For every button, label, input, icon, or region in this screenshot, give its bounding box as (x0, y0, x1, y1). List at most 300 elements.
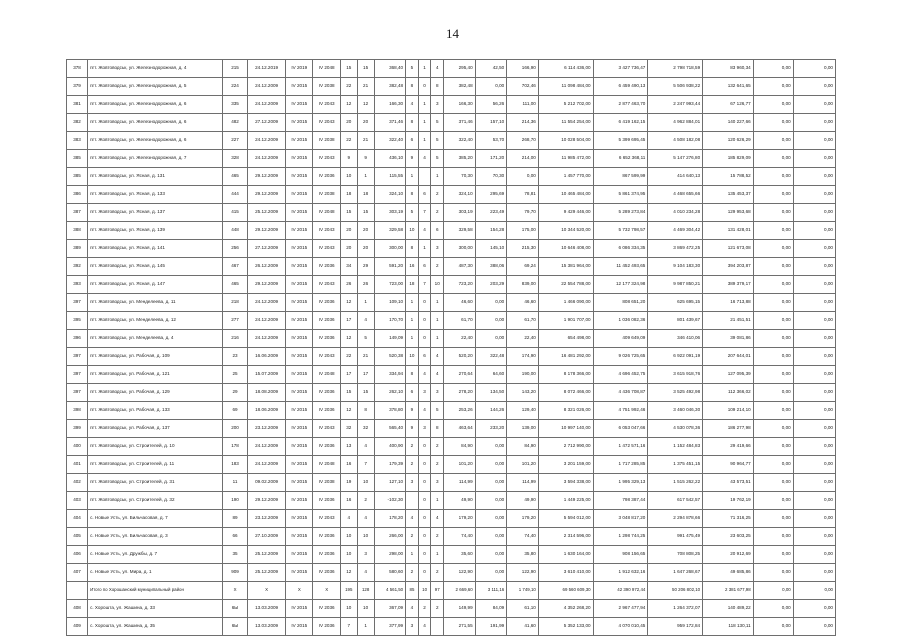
cell-c11: 3 (418, 384, 431, 402)
cell-c8: 4 (357, 438, 374, 456)
cell-cost-total: 10 465 484,00 (538, 186, 593, 204)
cell-c20: 0,00 (753, 258, 793, 276)
cell-c11: 3 (418, 420, 431, 438)
cell-c11: 1 (418, 96, 431, 114)
cell-start-period: IV 2015 (286, 240, 313, 258)
cell-cost-total: 654 498,00 (538, 330, 593, 348)
cell-c12: 2 (431, 564, 444, 582)
cell-total-area: 436,10 (374, 150, 406, 168)
cell-cost-a: 5 399 695,45 (593, 132, 648, 150)
cell-address: пгт. Жовтоводськ, ул. Ясная, д. 147 (88, 276, 223, 294)
cell-c11: 0 (418, 294, 431, 312)
cell-cost-total: 2 712 990,00 (538, 438, 593, 456)
cell-cost-total: 4 352 268,20 (538, 600, 593, 618)
cell-address: пгт. Жовтоводськ, ул. Ясная, д. 133 (88, 186, 223, 204)
cell-start-period: IV 2015 (286, 402, 313, 420)
cell-doc-number: 200 (222, 420, 247, 438)
cell-c11: 6 (418, 348, 431, 366)
cell-c12: 2 (431, 204, 444, 222)
cell-c10: 1 (406, 294, 419, 312)
cell-cost-c: 15 788,52 (703, 168, 754, 186)
cell-doc-number: 6Ы (222, 618, 247, 636)
table-row (67, 96, 836, 114)
table-row (67, 528, 836, 546)
cell-c10: 2 (406, 438, 419, 456)
table-row (67, 204, 836, 222)
cell-cost-b: 3 615 918,76 (648, 366, 703, 384)
cell-row-number (67, 582, 88, 600)
table-row (67, 258, 836, 276)
cell-doc-number: 277 (222, 312, 247, 330)
cell-total-area: 149,09 (374, 330, 406, 348)
cell-c11: 7 (418, 204, 431, 222)
cell-c12: 2 (431, 600, 444, 618)
cell-c21: 0,00 (793, 186, 835, 204)
cell-cost-total: 11 554 254,00 (538, 114, 593, 132)
cell-c8: 1 (357, 294, 374, 312)
cell-row-number: 403 (67, 492, 88, 510)
cell-cost-b: 4 010 234,28 (648, 204, 703, 222)
cell-c12: 4 (431, 366, 444, 384)
cell-start-period: IV 2015 (286, 384, 313, 402)
cell-c10: 9 (406, 420, 419, 438)
cell-end-period: X (313, 582, 340, 600)
cell-doc-number: 482 (222, 114, 247, 132)
cell-end-period: IV 2043 (313, 222, 340, 240)
table-row (67, 168, 836, 186)
cell-c10: 9 (406, 150, 419, 168)
cell-cost-c: 186 277,98 (703, 420, 754, 438)
cell-c20: 0,00 (753, 312, 793, 330)
table-row (67, 312, 836, 330)
cell-cost-a: 5 861 374,95 (593, 186, 648, 204)
cell-date: 13.03.2009 (248, 600, 286, 618)
cell-cost-a: 1 995 329,13 (593, 474, 648, 492)
cell-total-area: 109,10 (374, 294, 406, 312)
table-row (67, 402, 836, 420)
cell-c15: 61,70 (507, 312, 539, 330)
cell-c14: 70,30 (475, 168, 507, 186)
cell-c12: 8 (431, 420, 444, 438)
cell-start-period: IV 2015 (286, 618, 313, 636)
cell-address: пгт. Жовтоводськ, ул. Ясная, д. 141 (88, 240, 223, 258)
cell-c12: 2 (431, 528, 444, 546)
cell-start-period: IV 2015 (286, 492, 313, 510)
cell-c14: 144,26 (475, 402, 507, 420)
cell-c10: 3 (406, 618, 419, 636)
cell-date: 29.12.2009 (248, 222, 286, 240)
cell-cost-b: 1 152 484,83 (648, 438, 703, 456)
cell-cost-b: 50 206 802,10 (648, 582, 703, 600)
cell-cost-b: 3 869 472,25 (648, 240, 703, 258)
cell-area-living: 382,48 (444, 78, 476, 96)
cell-cost-a: 6 053 047,66 (593, 420, 648, 438)
cell-c11: 0 (418, 564, 431, 582)
cell-c20: 0,00 (753, 402, 793, 420)
cell-area-living: 101,20 (444, 456, 476, 474)
cell-c11: 0 (418, 312, 431, 330)
cell-cost-b: 1 515 262,22 (648, 474, 703, 492)
cell-c14: 0,00 (475, 330, 507, 348)
cell-start-period: IV 2015 (286, 78, 313, 96)
cell-cost-total: 1 457 770,00 (538, 168, 593, 186)
cell-c15: 111,00 (507, 96, 539, 114)
cell-date: 27.10.2009 (248, 528, 286, 546)
cell-c14: 203,29 (475, 276, 507, 294)
cell-c12: 2 (431, 438, 444, 456)
cell-end-period: IV 2036 (313, 564, 340, 582)
cell-c14: 0,00 (475, 510, 507, 528)
housing-registry-table (66, 59, 836, 636)
cell-c21: 0,00 (793, 438, 835, 456)
cell-total-area: 127,10 (374, 474, 406, 492)
cell-start-period: IV 2019 (286, 60, 313, 78)
cell-area-living: 322,40 (444, 132, 476, 150)
cell-start-period: IV 2015 (286, 312, 313, 330)
cell-c20: 0,00 (753, 60, 793, 78)
cell-c15: 190,00 (507, 366, 539, 384)
cell-address: пгт. Жовтоводськ, ул. Ясная, д. 137 (88, 204, 223, 222)
cell-c11: 1 (418, 60, 431, 78)
cell-doc-number: 465 (222, 168, 247, 186)
cell-cost-a: 2 877 463,70 (593, 96, 648, 114)
cell-c8: 29 (357, 258, 374, 276)
cell-cost-b: 346 410,06 (648, 330, 703, 348)
cell-area-living: 122,90 (444, 564, 476, 582)
cell-doc-number: 256 (222, 240, 247, 258)
cell-area-living: 487,30 (444, 258, 476, 276)
cell-c8: 10 (357, 528, 374, 546)
cell-c20: 0,00 (753, 276, 793, 294)
cell-c14: 388,06 (475, 258, 507, 276)
cell-area-living: 114,99 (444, 474, 476, 492)
cell-total-area: 329,58 (374, 222, 406, 240)
cell-cost-b: 3 525 492,98 (648, 384, 703, 402)
cell-c7: 17 (340, 366, 357, 384)
cell-doc-number: 467 (222, 258, 247, 276)
cell-c15: 0,00 (507, 168, 539, 186)
cell-c11: 10 (418, 582, 431, 600)
cell-c11: 4 (418, 366, 431, 384)
cell-area-living: 22,40 (444, 330, 476, 348)
cell-c15: 122,90 (507, 564, 539, 582)
cell-total-area: 723,00 (374, 276, 406, 294)
cell-doc-number: 218 (222, 294, 247, 312)
cell-area-living: 166,30 (444, 96, 476, 114)
cell-cost-total: 5 352 133,00 (538, 618, 593, 636)
table-row (67, 492, 836, 510)
cell-c14: 0,00 (475, 492, 507, 510)
cell-end-period: IV 2038 (313, 132, 340, 150)
cell-c11: 0 (418, 492, 431, 510)
cell-c14: 64,60 (475, 366, 507, 384)
cell-address: пгт. Жовтоводськ, ул. Строителей, д. 10 (88, 438, 223, 456)
cell-cost-c: 39 081,86 (703, 330, 754, 348)
cell-c21: 0,00 (793, 402, 835, 420)
cell-c14: 0,00 (475, 294, 507, 312)
cell-c7: 15 (340, 204, 357, 222)
cell-cost-c: 131 428,01 (703, 222, 754, 240)
cell-area-living: 253,26 (444, 402, 476, 420)
cell-c11: 1 (418, 114, 431, 132)
cell-row-number: 401 (67, 456, 88, 474)
cell-total-area: 400,90 (374, 438, 406, 456)
cell-c21: 0,00 (793, 240, 835, 258)
cell-cost-b: 5 147 276,80 (648, 150, 703, 168)
cell-c11: 4 (418, 222, 431, 240)
cell-c8: 32 (357, 420, 374, 438)
cell-c21: 0,00 (793, 384, 835, 402)
cell-c7: 195 (340, 582, 357, 600)
cell-cost-c: 185 829,09 (703, 150, 754, 168)
cell-c11: 0 (418, 330, 431, 348)
cell-end-period: IV 2043 (313, 114, 340, 132)
cell-cost-c: 23 603,25 (703, 528, 754, 546)
cell-c21: 0,00 (793, 258, 835, 276)
cell-c7: 20 (340, 114, 357, 132)
cell-c8: 128 (357, 582, 374, 600)
cell-c20: 0,00 (753, 330, 793, 348)
cell-doc-number: X (222, 582, 247, 600)
cell-c21: 0,00 (793, 114, 835, 132)
cell-c12 (431, 618, 444, 636)
cell-total-area: 368,40 (374, 60, 406, 78)
cell-start-period: IV 2015 (286, 510, 313, 528)
cell-c21: 0,00 (793, 528, 835, 546)
cell-total-area: 382,48 (374, 78, 406, 96)
cell-cost-total: 69 560 609,30 (538, 582, 593, 600)
cell-start-period: IV 2015 (286, 150, 313, 168)
cell-area-living: 385,20 (444, 150, 476, 168)
cell-date: 24.12.2009 (248, 456, 286, 474)
cell-c10: 4 (406, 96, 419, 114)
cell-doc-number: 415 (222, 204, 247, 222)
cell-cost-c: 120 626,29 (703, 132, 754, 150)
cell-cost-total: 10 344 520,00 (538, 222, 593, 240)
cell-c15: 1 749,10 (507, 582, 539, 600)
cell-c20: 0,00 (753, 96, 793, 114)
cell-cost-total: 2 314 596,00 (538, 528, 593, 546)
table-row (67, 150, 836, 168)
cell-row-number: 407 (67, 564, 88, 582)
cell-total-area: 377,99 (374, 618, 406, 636)
cell-cost-b: 6 922 091,19 (648, 348, 703, 366)
cell-address: с. Новые Усть, ул. Бильчасовая, д. 7 (88, 510, 223, 528)
cell-c11: 0 (418, 528, 431, 546)
cell-cost-a: 6 459 490,13 (593, 78, 648, 96)
cell-start-period: IV 2015 (286, 330, 313, 348)
cell-date: 16.06.2009 (248, 348, 286, 366)
table-row (67, 114, 836, 132)
cell-c7: 22 (340, 78, 357, 96)
cell-date: 18.08.2009 (248, 384, 286, 402)
cell-total-area: 298,00 (374, 546, 406, 564)
table-row (67, 474, 836, 492)
cell-c10: 3 (406, 474, 419, 492)
cell-c10: 6 (406, 384, 419, 402)
cell-cost-total: 11 985 472,00 (538, 150, 593, 168)
cell-c10: 2 (406, 528, 419, 546)
cell-c8: 20 (357, 222, 374, 240)
cell-cost-a: 867 599,99 (593, 168, 648, 186)
cell-c15: 175,00 (507, 222, 539, 240)
cell-cost-total: 3 201 159,00 (538, 456, 593, 474)
cell-area-living: 2 669,60 (444, 582, 476, 600)
cell-date: 24.12.2019 (248, 60, 286, 78)
cell-c10 (406, 492, 419, 510)
cell-doc-number: 224 (222, 78, 247, 96)
cell-total-area: 580,60 (374, 564, 406, 582)
cell-end-period: IV 2036 (313, 258, 340, 276)
cell-c10: 9 (406, 402, 419, 420)
cell-c20: 0,00 (753, 294, 793, 312)
cell-c12: 1 (431, 168, 444, 186)
cell-row-number: 385 (67, 150, 88, 168)
cell-cost-total: 15 381 964,00 (538, 258, 593, 276)
cell-c15: 214,36 (507, 114, 539, 132)
cell-c12: 1 (431, 492, 444, 510)
cell-c8: 12 (357, 96, 374, 114)
cell-address: пгт. Жовтоводськ, ул. Рабочая, д. 133 (88, 402, 223, 420)
cell-address: пгт. Жовтоводськ, ул. Железнодорожная, д. 6 (88, 114, 223, 132)
cell-c7: 34 (340, 258, 357, 276)
cell-c12: 3 (431, 474, 444, 492)
cell-c14: 223,49 (475, 204, 507, 222)
cell-c7: 13 (340, 438, 357, 456)
cell-doc-number: 66 (222, 528, 247, 546)
cell-c14: 154,28 (475, 222, 507, 240)
cell-row-number: 395 (67, 312, 88, 330)
cell-cost-c: 20 912,69 (703, 546, 754, 564)
cell-cost-c: 43 573,51 (703, 474, 754, 492)
cell-cost-b: 2 798 718,59 (648, 60, 703, 78)
cell-end-period: IV 2036 (313, 330, 340, 348)
cell-cost-a: 42 390 972,44 (593, 582, 648, 600)
cell-cost-c: 207 644,01 (703, 348, 754, 366)
cell-c7: 12 (340, 402, 357, 420)
cell-c21: 0,00 (793, 474, 835, 492)
cell-total-area: -102,30 (374, 492, 406, 510)
cell-cost-total: 1 449 225,00 (538, 492, 593, 510)
table-row (67, 222, 836, 240)
cell-c7: 17 (340, 312, 357, 330)
cell-date: 26.12.2009 (248, 258, 286, 276)
cell-c14: 157,10 (475, 114, 507, 132)
cell-start-period: IV 2015 (286, 348, 313, 366)
cell-date: 25.12.2009 (248, 204, 286, 222)
cell-end-period: IV 2036 (313, 384, 340, 402)
cell-start-period: IV 2015 (286, 438, 313, 456)
table-row (67, 60, 836, 78)
cell-start-period: IV 2015 (286, 204, 313, 222)
cell-c21: 0,00 (793, 456, 835, 474)
cell-cost-total: 10 997 140,00 (538, 420, 593, 438)
cell-end-period: IV 2048 (313, 60, 340, 78)
cell-start-period: IV 2015 (286, 258, 313, 276)
cell-date: 24.12.2009 (248, 96, 286, 114)
cell-c21: 0,00 (793, 222, 835, 240)
cell-cost-total: 10 646 408,00 (538, 240, 593, 258)
cell-c7: 20 (340, 222, 357, 240)
cell-c20: 0,00 (753, 474, 793, 492)
cell-c12: 6 (431, 222, 444, 240)
cell-c20: 0,00 (753, 114, 793, 132)
cell-cost-b: 414 640,13 (648, 168, 703, 186)
cell-row-number: 404 (67, 510, 88, 528)
cell-cost-b: 4 508 182,08 (648, 132, 703, 150)
cell-c10: 2 (406, 456, 419, 474)
cell-c20: 0,00 (753, 438, 793, 456)
cell-c10: 4 (406, 600, 419, 618)
cell-c11: 6 (418, 258, 431, 276)
cell-c14: 233,20 (475, 420, 507, 438)
cell-c15: 74,40 (507, 528, 539, 546)
cell-c7: 18 (340, 186, 357, 204)
table-row (67, 600, 836, 618)
cell-date: 24.12.2009 (248, 132, 286, 150)
cell-date: 09.02.2009 (248, 474, 286, 492)
cell-date: 25.12.2009 (248, 564, 286, 582)
cell-cost-b: 5 506 938,22 (648, 78, 703, 96)
cell-c14: 53,70 (475, 132, 507, 150)
cell-c15: 166,90 (507, 60, 539, 78)
cell-c12: 1 (431, 330, 444, 348)
cell-c14: 0,00 (475, 438, 507, 456)
cell-address: пгт. Жовтоводськ, ул. Ясная, д. 139 (88, 222, 223, 240)
cell-end-period: IV 2048 (313, 204, 340, 222)
table-row (67, 618, 836, 636)
cell-c14: 171,20 (475, 150, 507, 168)
cell-c15: 174,90 (507, 348, 539, 366)
cell-date: 23.12.2009 (248, 420, 286, 438)
cell-c20: 0,00 (753, 186, 793, 204)
cell-c11: 0 (418, 510, 431, 528)
cell-c7: 16 (340, 492, 357, 510)
cell-cost-c: 109 214,10 (703, 402, 754, 420)
table-row (67, 564, 836, 582)
cell-cost-b: 4 962 884,01 (648, 114, 703, 132)
cell-c7: 20 (340, 240, 357, 258)
cell-c21: 0,00 (793, 348, 835, 366)
cell-start-period: IV 2015 (286, 222, 313, 240)
cell-c10: 18 (406, 276, 419, 294)
cell-start-period: IV 2015 (286, 474, 313, 492)
cell-c15: 79,70 (507, 204, 539, 222)
cell-end-period: IV 2043 (313, 150, 340, 168)
cell-address: с. Новые Усть, ул. Мира, д. 1 (88, 564, 223, 582)
cell-cost-c: 49 685,86 (703, 564, 754, 582)
cell-c20: 0,00 (753, 240, 793, 258)
cell-c10: 1 (406, 312, 419, 330)
cell-area-living: 278,20 (444, 384, 476, 402)
cell-c8: 20 (357, 114, 374, 132)
cell-c7: 10 (340, 168, 357, 186)
cell-c15: 702,46 (507, 78, 539, 96)
cell-c21: 0,00 (793, 96, 835, 114)
cell-cost-a: 1 298 744,25 (593, 528, 648, 546)
cell-doc-number: 29 (222, 384, 247, 402)
cell-cost-a: 798 387,44 (593, 492, 648, 510)
cell-c12: 1 (431, 546, 444, 564)
cell-c7: 15 (340, 384, 357, 402)
cell-end-period: IV 2038 (313, 78, 340, 96)
cell-c15: 41,60 (507, 618, 539, 636)
cell-cost-total: 10 028 504,00 (538, 132, 593, 150)
cell-end-period: IV 2048 (313, 366, 340, 384)
cell-cost-c: 16 713,88 (703, 294, 754, 312)
cell-end-period: IV 2043 (313, 96, 340, 114)
cell-c12: 8 (431, 78, 444, 96)
